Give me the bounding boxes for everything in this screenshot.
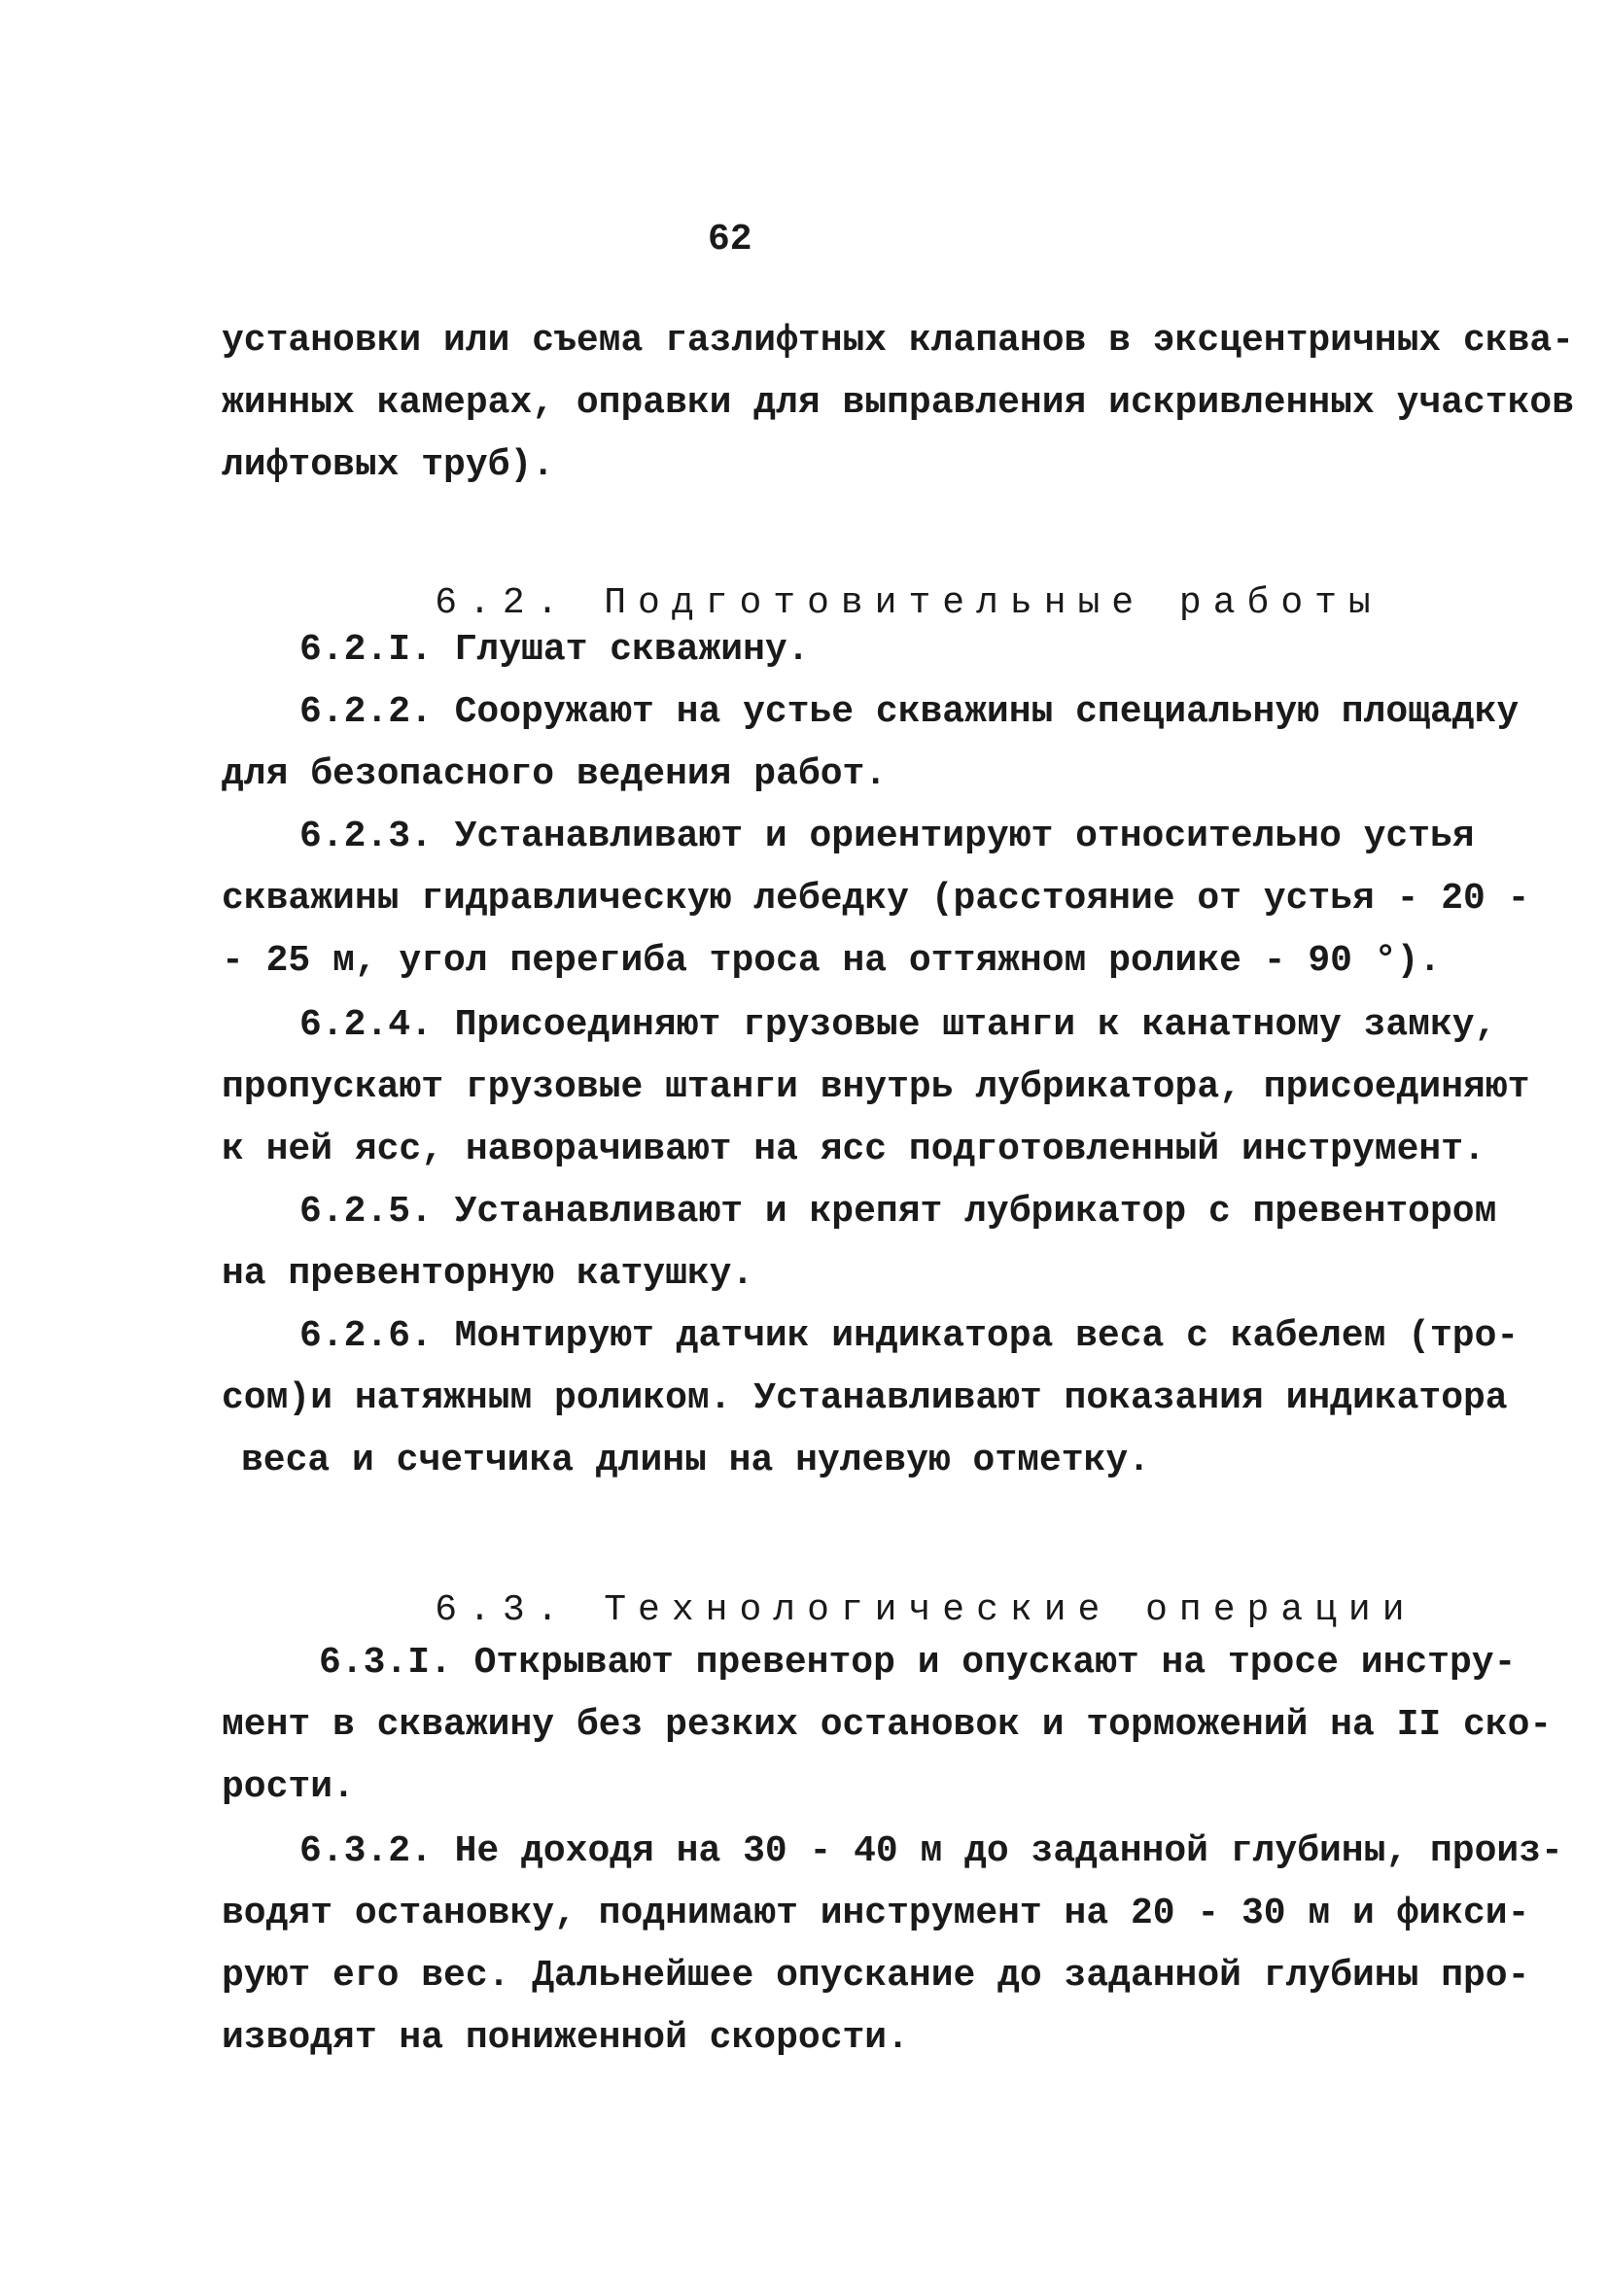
text-line: мент в скважину без резких остановок и торможений на II ско- [222,1704,1553,1746]
text-line: 6.2.6. Монтируют датчик индикатора веса с кабелем (тро- [299,1315,1520,1357]
section-title: Подготовительные работы [604,582,1382,624]
section-title: Технологические операции [604,1589,1416,1631]
text-line: 6.2.5. Устанавливают и крепят лубрикатор с превентором [299,1191,1497,1233]
text-line: водят остановку, поднимают инструмент на 20 - 30 м и фикси- [222,1893,1530,1934]
text-line: для безопасного ведения работ. [222,753,888,795]
text-line: на превенторную катушку. [222,1253,754,1295]
text-line: к ней ясс, наворачивают на ясс подготовленный инструмент. [222,1129,1486,1170]
text-line: руют его вес. Дальнейшее опускание до заданной глубины про- [222,1955,1530,1997]
section-number: 6.3. [435,1589,571,1631]
section-number: 6.2. [435,582,571,624]
text-line: рости. [222,1766,355,1808]
text-line: 6.2.3. Устанавливают и ориентируют относительно устья [299,816,1475,857]
text-line: 6.2.I. Глушат скважину. [299,629,810,671]
text-line: скважины гидравлическую лебедку (расстояние от устья - 20 - [222,878,1530,920]
text-line: установки или съема газлифтных клапанов в эксцентричных сква- [222,320,1575,362]
text-line: веса и счетчика длины на нулевую отметку. [241,1440,1150,1481]
text-line: лифтовых труб). [222,444,555,486]
text-line: 6.2.2. Сооружают на устье скважины специальную площадку [299,691,1520,733]
text-line: 6.3.I. Открывают превентор и опускают на тросе инстру- [319,1642,1517,1684]
text-line: - 25 м, угол перегиба троса на оттяжном ролике - 90 °). [222,940,1442,982]
text-line: жинных камерах, оправки для выправления искривленных участков [222,382,1575,424]
text-line: 6.2.4. Присоединяют грузовые штанги к канатному замку, [299,1004,1497,1046]
text-line: изводят на пониженной скорости. [222,2017,909,2059]
text-line: 6.3.2. Не доходя на 30 - 40 м до заданной глубины, произ- [299,1830,1563,1872]
text-line: пропускают грузовые штанги внутрь лубрикатора, присоединяют [222,1066,1530,1108]
page-number: 62 [708,219,752,261]
text-line: сом)и натяжным роликом. Устанавливают показания индикатора [222,1377,1508,1419]
